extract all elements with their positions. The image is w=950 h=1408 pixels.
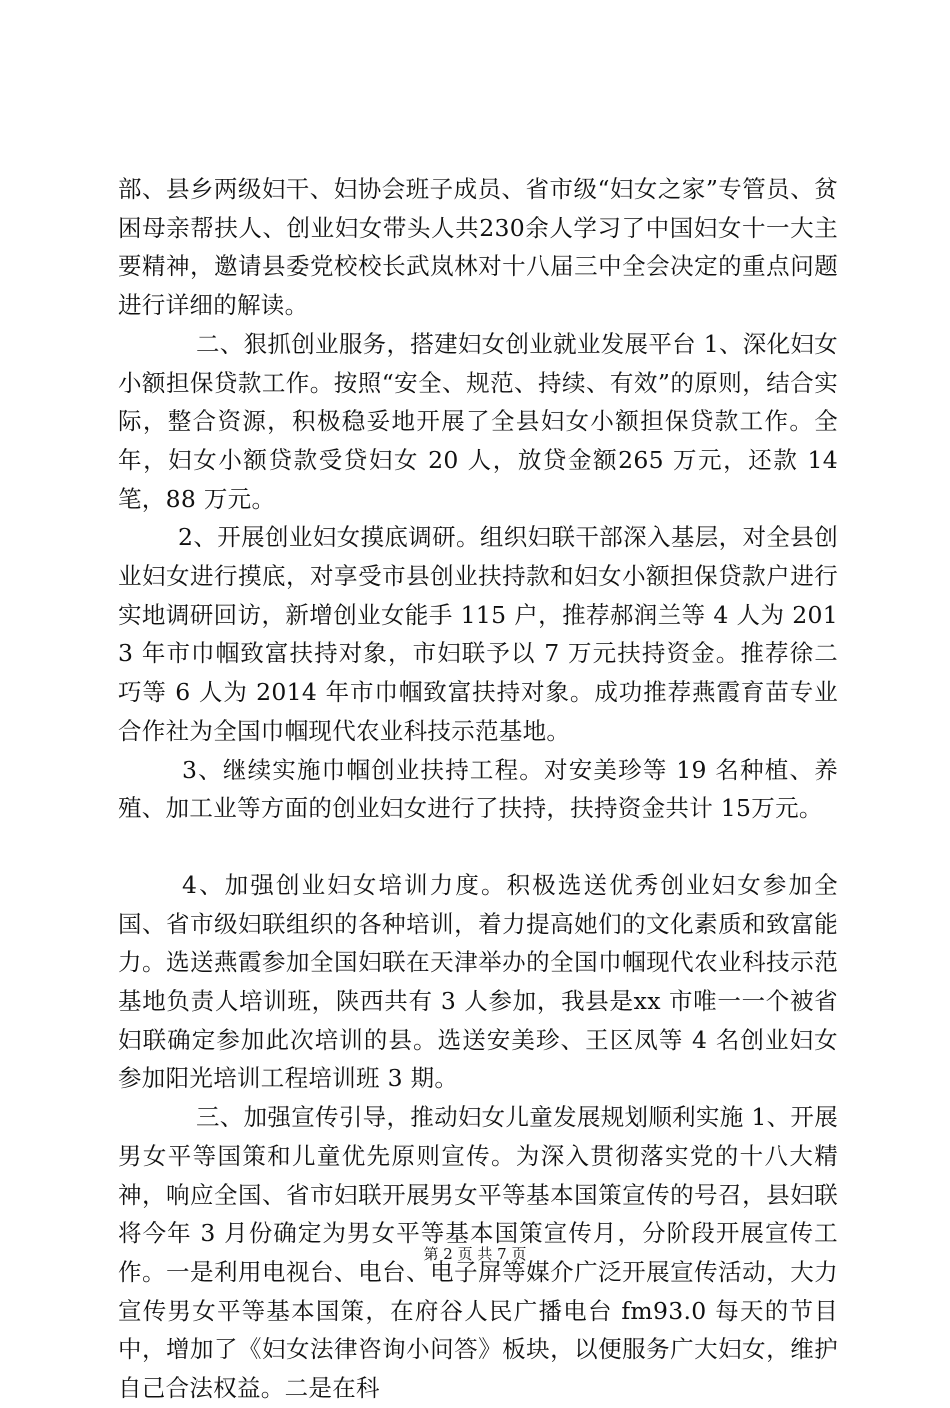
paragraph-4: 3、继续实施巾帼创业扶持工程。对安美珍等 19 名种植、养殖、加工业等方面的创业妇女进行了扶持，扶持资金共计 15万元。 (118, 755, 838, 823)
paragraph-6: 三、加强宣传引导，推动妇女儿童发展规划顺利实施 1、开展男女平等国策和儿童优先原则宣传。为深入贯彻落实党的十八大精神，响应全国、省市妇联开展男女平等基本国策宣传的号召，县妇联将今年 3 月份确定为男女平等基本国策宣传月，分阶段开展宣传工作。一是利用电视台、电台、电子屏等媒介广泛开展宣传活动，大力宣传男女平等基本国策，在府谷人民广播电台 fm93.0 每天的节目中，增加了《妇女法律咨询小问答》板块，以便服务广大妇女，维护自己合法权益。二是在科 (118, 1103, 838, 1403)
document-body (118, 170, 838, 1408)
page-number-footer: 第 2 页 共 7 页 (423, 1245, 527, 1263)
paragraph-2: 二、狠抓创业服务，搭建妇女创业就业发展平台 1、深化妇女小额担保贷款工作。按照“安全、规范、持续、有效”的原则，结合实际，整合资源，积极稳妥地开展了全县妇女小额担保贷款工作。全年，妇女小额贷款受贷妇女 20 人，放贷金额265 万元，还款 14 笔，88 万元。 (118, 329, 838, 513)
paragraph-1: 部、县乡两级妇干、妇协会班子成员、省市级“妇女之家”专管员、贫困母亲帮扶人、创业妇女带头人共230余人学习了中国妇女十一大主要精神，邀请县委党校校长武岚林对十八届三中全会决定的重点问题进行详细的解读。 (118, 175, 838, 320)
paragraph-3: 2、开展创业妇女摸底调研。组织妇联干部深入基层，对全县创业妇女进行摸底，对享受市县创业扶持款和妇女小额担保贷款户进行实地调研回访，新增创业女能手 115 户，推荐郝润兰等 4 人为 2013 年市巾帼致富扶持对象，市妇联予以 7 万元扶持资金。推荐徐二巧等 6 人为 2014 年市巾帼致富扶持对象。成功推荐燕霞育苗专业合作社为全国巾帼现代农业科技示范基地。 (118, 523, 838, 745)
paragraph-5: 4、加强创业妇女培训力度。积极选送优秀创业妇女参加全国、省市级妇联组织的各种培训，着力提高她们的文化素质和致富能力。选送燕霞参加全国妇联在天津举办的全国巾帼现代农业科技示范基地负责人培训班，陕西共有 3 人参加，我县是xx 市唯一一个被省妇联确定参加此次培训的县。选送安美珍、王区凤等 4 名创业妇女参加阳光培训工程培训班 3 期。 (118, 870, 838, 1093)
